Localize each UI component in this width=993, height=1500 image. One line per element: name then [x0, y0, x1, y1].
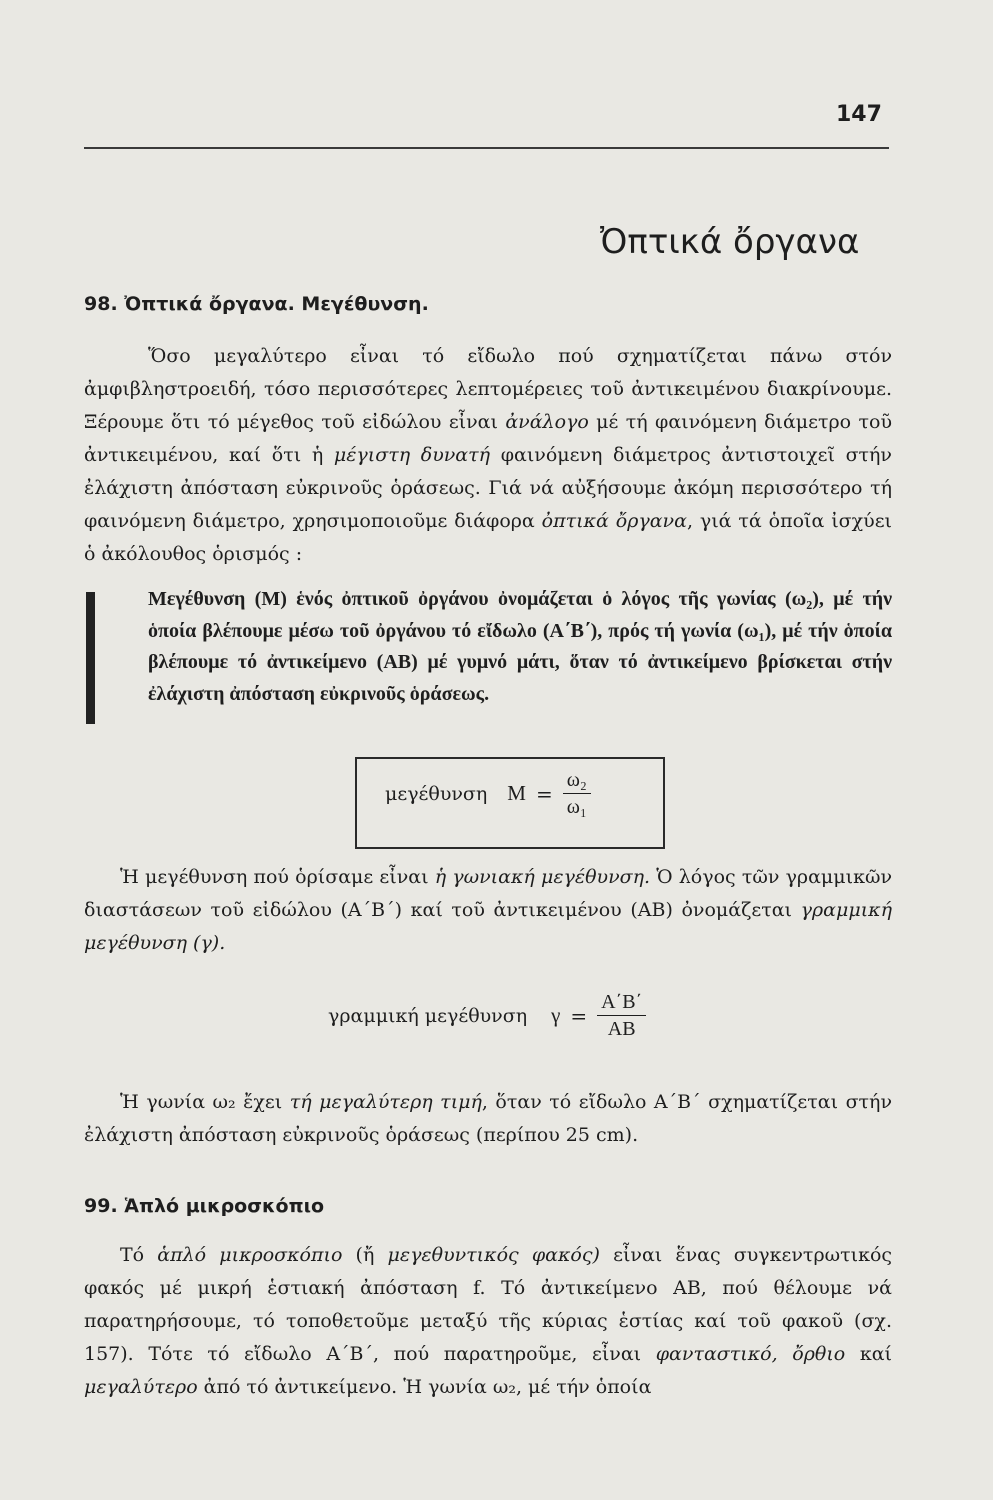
numerator: Α΄Β΄ [597, 990, 646, 1016]
denominator: ΑΒ [607, 1018, 636, 1040]
equals-sign: = [535, 781, 553, 806]
denominator: ω₁ [566, 796, 587, 818]
linear-magnification-formula [328, 990, 646, 1041]
page-number: 147 [836, 102, 882, 127]
definition-bar [86, 592, 95, 724]
angular-magnification-paragraph: Ἡ μεγέθυνση πού ὁρίσαμε εἶναι ἡ γωνιακή μεγέθυνση. Ὁ λόγος τῶν γραμμικῶν διαστάσεων τοῦ εἰδώλου (Α΄Β΄) καί τοῦ ἀντικειμένου (ΑΒ) ὀνομάζεται γραμμική μεγέθυνση (γ). [84, 866, 892, 954]
omega-paragraph: Ἡ γωνία ω₂ ἔχει τή μεγαλύτερη τιμή, ὅταν τό εἴδωλο Α΄Β΄ σχηματίζεται στήν ἐλάχιστη ἀπόσταση εὐκρινοῦς ὁράσεως (περίπου 25 cm). [84, 1091, 892, 1146]
intro-paragraph: Ὅσο μεγαλύτερο εἶναι τό εἴδωλο πού σχηματίζεται πάνω στόν ἀμφιβληστροειδή, τόσο περισσότερες λεπτομέρειες τοῦ ἀντικειμένου διακρίνουμε. Ξέρουμε ὅτι τό μέγεθος τοῦ εἰδώλου εἶναι ἀνάλογο μέ τή φαινόμενη διάμετρο τοῦ ἀντικειμένου, καί ὅτι ἡ μέγιστη δυνατή φαινόμενη διάμετρος ἀντιστοιχεῖ στήν ἐλάχιστη ἀπόσταση εὐκρινοῦς ὁράσεως. Γιά νά αὐξήσουμε ἀκόμη περισσότερο τή φαινόμενη διάμετρο, χρησιμοποιοῦμε διάφορα ὀπτικά ὄργανα, γιά τά ὁποῖα ἰσχύει ὁ ἀκόλουθος ὁρισμός : [84, 345, 892, 565]
angular-magnification-formula [385, 768, 591, 819]
fraction [597, 990, 646, 1041]
section-98-heading: 98. Ὀπτικά ὄργανα. Μεγέθυνση. [84, 293, 429, 315]
formula-label: μεγέθυνση [385, 782, 488, 805]
formula-variable: γ [551, 1003, 561, 1027]
magnification-definition: Μεγέθυνση (Μ) ἑνός ὀπτικοῦ ὀργάνου ὀνομάζεται ὁ λόγος τῆς γωνίας (ω₂), μέ τήν ὁποία βλέπουμε μέσω τοῦ ὀργάνου τό εἴδωλο (Α΄Β΄), πρός τή γωνία (ω₁), μέ τήν ὁποία βλέπουμε τό ἀντικείμενο (ΑΒ) μέ γυμνό μάτι, ὅταν τό ἀντικείμενο βρίσκεται στήν ἐλάχιστη ἀπόσταση εὐκρινοῦς ὁράσεως. [148, 588, 892, 705]
simple-microscope-paragraph: Τό ἁπλό μικροσκόπιο (ἤ μεγεθυντικός φακός) εἶναι ἕνας συγκεντρωτικός φακός μέ μικρή ἑστιακή ἀπόσταση f. Τό ἀντικείμενο ΑΒ, πού θέλουμε νά παρατηρήσουμε, τό τοποθετοῦμε μεταξύ τῆς κύριας ἑστίας καί τοῦ φακοῦ (σχ. 157). Τότε τό εἴδωλο Α΄Β΄, πού παρατηροῦμε, εἶναι φανταστικό, ὄρθιο καί μεγαλύτερο ἀπό τό ἀντικείμενο. Ἡ γωνία ω₂, μέ τήν ὁποία [84, 1244, 893, 1398]
header-rule [84, 147, 889, 149]
equals-sign: = [570, 1003, 588, 1028]
section-99-heading: 99. Ἁπλό μικροσκόπιο [84, 1195, 325, 1217]
formula-label: γραμμική μεγέθυνση [328, 1004, 528, 1027]
fraction [563, 768, 591, 819]
numerator: ω₂ [563, 768, 591, 794]
formula-variable: M [507, 781, 526, 805]
chapter-title: Ὀπτικά ὄργανα [600, 222, 860, 262]
